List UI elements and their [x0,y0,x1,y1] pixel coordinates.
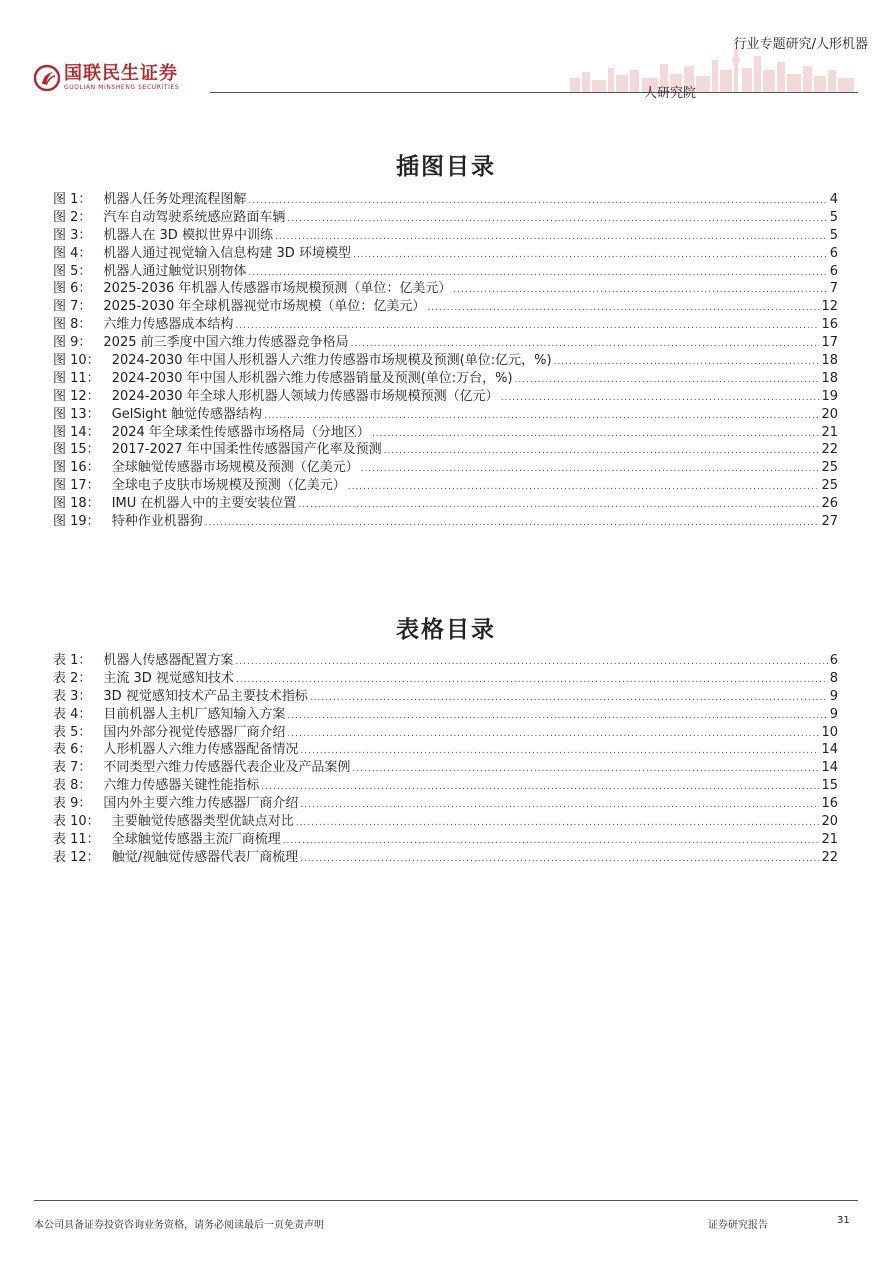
toc-entry-title: 全球触觉传感器市场规模及预测（亿美元） [111,460,359,476]
figure-toc-entry[interactable] [53,406,838,424]
toc-leader-dots [287,211,827,229]
figure-toc-entry[interactable] [53,459,838,477]
toc-entry-title: 六维力传感器成本结构 [103,317,234,333]
toc-leader-dots [283,833,820,851]
table-toc-entry[interactable] [53,706,838,724]
toc-entry-title: 2025-2036 年机器人传感器市场规模预测（单位：亿美元） [103,281,452,297]
toc-entry-page: 22 [821,442,838,458]
toc-entry-number: 表 3： [53,688,92,704]
toc-entry-page: 22 [821,849,838,865]
toc-leader-dots [372,426,820,444]
toc-entry-title: IMU 在机器人中的主要安装位置 [111,496,297,512]
figure-toc-entry[interactable] [53,245,838,263]
toc-entry-page: 8 [829,670,838,686]
footer-doc-type: 证券研究报告 [708,1220,768,1231]
logo-name-en: GUOLIAN MINSHENG SECURITIES [64,84,180,91]
figure-toc-entry[interactable] [53,513,838,531]
toc-entry-number: 图 11： [53,370,100,386]
tables-toc [53,652,838,867]
table-toc-entry[interactable] [53,759,838,777]
toc-leader-dots [298,497,819,515]
toc-entry-page: 9 [829,688,838,704]
toc-entry-number: 图 18： [53,496,100,512]
toc-entry-number: 表 4： [53,706,92,722]
figure-toc-entry[interactable] [53,334,838,352]
toc-entry-title: 六维力传感器关键性能指标 [103,778,260,794]
toc-entry-page: 16 [821,796,838,812]
toc-entry-number: 表 8： [53,778,92,794]
toc-entry-page: 21 [821,424,838,440]
toc-entry-page: 27 [821,514,838,530]
toc-entry-number: 图 8： [53,317,92,333]
toc-entry-page: 20 [821,406,838,422]
table-toc-entry[interactable] [53,777,838,795]
toc-entry-page: 4 [829,192,838,207]
table-toc-entry[interactable] [53,652,838,670]
toc-leader-dots [300,743,819,761]
figure-toc-entry[interactable] [53,441,838,459]
toc-entry-page: 15 [821,778,838,794]
toc-leader-dots [453,282,827,300]
table-toc-entry[interactable] [53,670,838,688]
page-header [0,0,892,100]
toc-entry-number: 表 6： [53,742,92,758]
toc-entry-title: 机器人任务处理流程图解 [103,192,247,207]
toc-entry-title: 机器人在 3D 模拟世界中训练 [103,227,273,243]
toc-entry-title: 机器人传感器配置方案 [103,653,234,668]
toc-entry-page: 25 [821,478,838,494]
toc-leader-dots [361,461,820,479]
toc-leader-dots [248,193,827,211]
toc-entry-number: 表 2： [53,670,92,686]
toc-entry-title: 2024-2030 年全球人形机器人领域力传感器市场规模预测（亿元） [111,388,499,404]
toc-entry-number: 图 2： [53,209,92,225]
logo-icon [34,65,60,91]
figure-toc-entry[interactable] [53,477,838,495]
toc-entry-page: 10 [821,724,838,740]
table-toc-entry[interactable] [53,795,838,813]
toc-entry-number: 图 10： [53,353,100,369]
toc-entry-title: 国内外主要六维力传感器厂商介绍 [103,796,299,812]
toc-leader-dots [235,654,827,672]
toc-entry-title: 主流 3D 视觉感知技术 [103,670,234,686]
toc-entry-page: 9 [829,706,838,722]
report-subcategory: 人研究院 [644,86,697,101]
table-toc-entry[interactable] [53,831,838,849]
toc-entry-page: 26 [821,496,838,512]
toc-entry-number: 图 13： [53,406,100,422]
table-toc-entry[interactable] [53,724,838,742]
figure-toc-entry[interactable] [53,209,838,227]
toc-entry-page: 12 [821,299,838,315]
table-toc-entry[interactable] [53,849,838,867]
figure-toc-entry[interactable] [53,388,838,406]
toc-entry-title: 2017-2027 年中国柔性传感器国产化率及预测 [111,442,382,458]
toc-leader-dots [236,672,828,690]
toc-leader-dots [300,797,819,815]
header-divider [210,92,858,93]
toc-entry-page: 18 [821,370,838,386]
toc-entry-title: 机器人通过视觉输入信息构建 3D 环境模型 [103,245,351,261]
figure-toc-entry[interactable] [53,370,838,388]
toc-entry-number: 图 19： [53,514,100,530]
figures-toc [53,191,838,531]
toc-entry-page: 18 [821,353,838,369]
toc-entry-page: 17 [821,335,838,351]
toc-entry-title: 2025 前三季度中国六维力传感器竞争格局 [103,335,349,351]
toc-entry-page: 19 [821,388,838,404]
toc-leader-dots [353,247,828,265]
toc-entry-title: 3D 视觉感知技术产品主要技术指标 [103,688,308,704]
toc-leader-dots [296,815,820,833]
footer-disclaimer: 本公司具备证券投资咨询业务资格，请务必阅读最后一页免责声明 [34,1220,324,1231]
toc-entry-page: 5 [829,227,838,243]
toc-entry-number: 图 7： [53,299,92,315]
toc-entry-number: 图 3： [53,227,92,243]
toc-entry-number: 图 16： [53,460,100,476]
toc-leader-dots [310,690,828,708]
logo-name-cn: 国联民生证券 [64,63,178,84]
toc-entry-number: 表 11： [53,831,100,847]
toc-entry-number: 表 9： [53,796,92,812]
toc-entry-title: 2024 年全球柔性传感器市场格局（分地区） [111,424,370,440]
toc-leader-dots [205,515,820,533]
toc-entry-title: 不同类型六维力传感器代表企业及产品案例 [103,760,351,776]
toc-entry-title: 2024-2030 年中国人形机器人六维力传感器市场规模及预测(单位:亿元，%) [111,353,552,369]
figure-toc-entry[interactable] [53,495,838,513]
toc-entry-number: 表 5： [53,724,92,740]
toc-leader-dots [300,851,819,869]
toc-entry-title: 全球电子皮肤市场规模及预测（亿美元） [111,478,346,494]
report-category: 行业专题研究/人形机器 [733,37,868,52]
toc-leader-dots [427,300,819,318]
page-number: 31 [837,1215,850,1226]
figure-toc-entry[interactable] [53,263,838,281]
toc-leader-dots [275,229,828,247]
tables-section-title: 表格目录 [396,617,496,643]
toc-leader-dots [352,761,819,779]
toc-entry-title: 目前机器人主机厂感知输入方案 [103,706,286,722]
table-toc-entry[interactable] [53,813,838,831]
toc-entry-number: 图 6： [53,281,92,297]
toc-entry-page: 6 [829,263,838,279]
toc-entry-number: 图 15： [53,442,100,458]
toc-entry-page: 14 [821,742,838,758]
toc-entry-number: 图 1： [53,192,92,207]
toc-entry-title: 特种作业机器狗 [111,514,203,530]
toc-entry-page: 20 [821,814,838,830]
toc-entry-page: 6 [829,245,838,261]
table-toc-entry[interactable] [53,688,838,706]
toc-entry-title: 国内外部分视觉传感器厂商介绍 [103,724,286,740]
toc-entry-number: 图 12： [53,388,100,404]
toc-entry-number: 图 4： [53,245,92,261]
figure-toc-entry[interactable] [53,352,838,370]
toc-entry-page: 21 [821,831,838,847]
toc-entry-number: 表 1： [53,653,92,668]
toc-entry-number: 图 17： [53,478,100,494]
toc-entry-number: 表 7： [53,760,92,776]
table-toc-entry[interactable] [53,741,838,759]
figure-toc-entry[interactable] [53,280,838,298]
figure-toc-entry[interactable] [53,191,838,209]
toc-entry-title: 汽车自动驾驶系统感应路面车辆 [103,209,286,225]
toc-entry-page: 5 [829,209,838,225]
figures-section-title: 插图目录 [396,154,496,180]
toc-entry-title: 2025-2030 年全球机器视觉市场规模（单位：亿美元） [103,299,426,315]
toc-entry-page: 14 [821,760,838,776]
toc-leader-dots [348,479,820,497]
toc-leader-dots [261,779,819,797]
toc-entry-page: 25 [821,460,838,476]
toc-leader-dots [554,354,820,372]
toc-entry-number: 图 14： [53,424,100,440]
toc-leader-dots [287,708,827,726]
toc-entry-title: 2024-2030 年中国人形机器六维力传感器销量及预测(单位:万台，%) [111,370,513,386]
company-logo [34,64,179,92]
toc-entry-title: 触觉/视触觉传感器代表厂商梳理 [111,849,299,865]
toc-leader-dots [501,390,820,408]
toc-entry-title: GelSight 触觉传感器结构 [111,406,262,422]
toc-entry-number: 表 12： [53,849,100,865]
footer-divider [34,1200,858,1201]
toc-entry-page: 6 [829,653,838,668]
toc-entry-page: 7 [829,281,838,297]
figure-toc-entry[interactable] [53,227,838,245]
toc-entry-title: 机器人通过触觉识别物体 [103,263,247,279]
toc-entry-title: 全球触觉传感器主流厂商梳理 [111,831,281,847]
figure-toc-entry[interactable] [53,316,838,334]
toc-entry-number: 图 5： [53,263,92,279]
toc-entry-title: 主要触觉传感器类型优缺点对比 [111,814,294,830]
figure-toc-entry[interactable] [53,298,838,316]
toc-entry-page: 16 [821,317,838,333]
toc-leader-dots [287,726,819,744]
toc-entry-number: 图 9： [53,335,92,351]
toc-entry-title: 人形机器人六维力传感器配备情况 [103,742,299,758]
figure-toc-entry[interactable] [53,424,838,442]
toc-entry-number: 表 10： [53,814,100,830]
toc-leader-dots [515,372,820,390]
toc-leader-dots [384,443,820,461]
